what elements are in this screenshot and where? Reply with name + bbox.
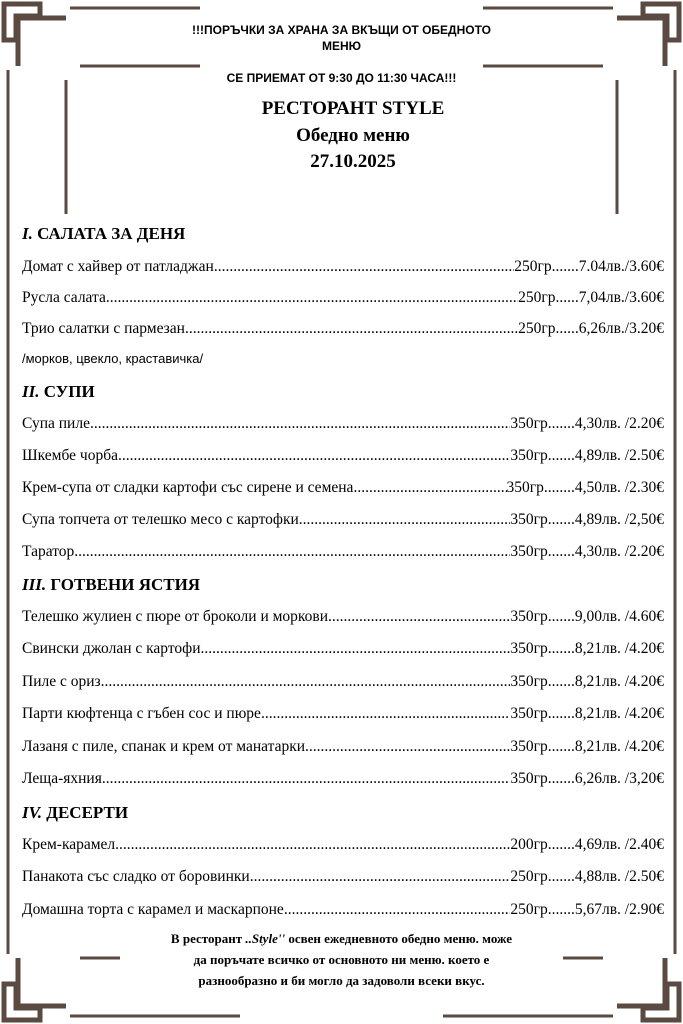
order-notice-line2: МЕНЮ <box>321 39 362 53</box>
item-weight: 350гр <box>510 705 548 722</box>
item-name: Супа пиле <box>22 415 90 432</box>
item-price: 4,30лв. /2.20€ <box>574 543 664 560</box>
menu-date: 27.10.2025 <box>310 151 396 172</box>
section-number: III. <box>22 575 47 594</box>
footer-line1 <box>0 928 683 949</box>
menu-item: Крем-карамел ..... 200гр ....... 4,69лв. /2.40€ <box>22 836 664 858</box>
item-price: 4,30лв. /2.20€ <box>574 415 664 432</box>
item-name: Свински джолан с картофи <box>22 640 201 657</box>
item-name: Панакота със сладко от боровинки <box>22 868 250 885</box>
item-weight: 250гр <box>518 320 556 337</box>
item-weight: 350гр <box>510 511 548 528</box>
item-weight: 250гр <box>518 289 556 306</box>
item-name: Таратор <box>22 543 75 560</box>
order-hours-notice: СЕ ПРИЕМАТ ОТ 9:30 ДО 11:30 ЧАСА!!! <box>226 71 457 85</box>
order-notice <box>0 22 683 54</box>
item-weight: 250гр <box>514 258 552 275</box>
order-notice-line1: !!!ПОРЪЧКИ ЗА ХРАНА ЗА ВКЪЩИ ОТ ОБЕДНОТО <box>192 23 491 37</box>
item-price: 4,69лв. /2.40€ <box>574 836 664 853</box>
menu-item: Русла салата ..... 250гр ...... 7,04лв./3.60€ <box>22 289 664 311</box>
item-weight: 350гр <box>510 447 548 464</box>
menu-item: Супа топчета от телешко месо с картофки ..... 350гр ....... 4,89лв. /2,50€ <box>22 511 664 533</box>
footer-line2: да поръчате всичко от основното ни меню. което е <box>193 952 490 967</box>
section-title: ГОТВЕНИ ЯСТИЯ <box>50 575 201 594</box>
menu-title: Обедно меню <box>296 125 410 146</box>
restaurant-name: РЕСТОРАНТ STYLE <box>261 98 445 119</box>
item-name: Лазаня с пиле, спанак и крем от манатарки <box>22 738 306 755</box>
menu-item: Крем-супа от сладки картофи със сирене и семена ..... 350гр ........ 4,50лв. /2.30€ <box>22 479 664 501</box>
item-weight: 350гр <box>510 770 548 787</box>
item-weight: 350гр <box>510 415 548 432</box>
menu-item: Телешко жулиен с пюре от броколи и моркови ..... 350гр ....... 9,00лв. /4.60€ <box>22 608 664 630</box>
item-name: Супа топчета от телешко месо с картофки <box>22 511 299 528</box>
item-name: Крем-карамел <box>22 836 116 853</box>
section-title: ДЕСЕРТИ <box>46 803 129 822</box>
menu-item: Трио салатки с пармезан ..... 250гр ...... 6,26лв./3.20€ <box>22 320 664 342</box>
footer-line3: разнообразно и би могло да задоволи всеки вкус. <box>198 973 485 988</box>
item-price: 7,04лв./3.60€ <box>578 289 664 306</box>
item-weight: 200гр <box>510 836 548 853</box>
item-price: 4,89лв. /2.50€ <box>574 447 664 464</box>
menu-item: Супа пиле ..... 350гр ....... 4,30лв. /2.20€ <box>22 415 664 437</box>
section-heading-main-dishes <box>22 575 200 595</box>
footer-line1-suffix: освен ежедневното обедно меню. може <box>288 931 513 946</box>
section-title: СУПИ <box>43 382 95 401</box>
section-number: II. <box>22 382 40 401</box>
item-name: Домашна торта с карамел и маскарпоне <box>22 901 284 918</box>
section-heading-salads <box>22 224 185 244</box>
item-weight: 350гр <box>510 543 548 560</box>
section-number: I. <box>22 224 33 243</box>
item-price: 4,50лв. /2.30€ <box>574 479 664 496</box>
item-name: Телешко жулиен с пюре от броколи и моркови <box>22 608 329 625</box>
item-price: 8,21лв. /4.20€ <box>574 738 664 755</box>
item-price: 6,26лв. /3,20€ <box>574 770 664 787</box>
menu-item: Панакота със сладко от боровинки ..... 250гр ....... 4,88лв. /2.50€ <box>22 868 664 890</box>
item-name: Парти кюфтенца с гъбен сос и пюре <box>22 705 261 722</box>
item-weight: 350гр <box>506 479 544 496</box>
item-name: Русла салата <box>22 289 106 306</box>
footer-line1-prefix: В ресторант <box>170 931 243 946</box>
item-price: 4,88лв. /2.50€ <box>574 868 664 885</box>
item-price: 8,21лв. /4.20€ <box>574 640 664 657</box>
item-weight: 350гр <box>510 673 548 690</box>
item-price: 4,89лв. /2,50€ <box>574 511 664 528</box>
item-name: Шкембе чорба <box>22 447 118 464</box>
menu-item: Домашна торта с карамел и маскарпоне ..... 250гр ....... 5,67лв. /2.90€ <box>22 901 664 923</box>
section-number: IV. <box>22 803 43 822</box>
item-name: Леща-яхния <box>22 770 102 787</box>
item-name: Домат с хайвер от патладжан <box>22 258 214 275</box>
menu-item: Шкембе чорба ..... 350гр ....... 4,89лв. /2.50€ <box>22 447 664 469</box>
item-price: 7.04лв./3.60€ <box>578 258 664 275</box>
menu-item: Парти кюфтенца с гъбен сос и пюре ..... 350гр ....... 8,21лв. /4.20€ <box>22 705 664 727</box>
section-title: САЛАТА ЗА ДЕНЯ <box>37 224 186 243</box>
item-weight: 350гр <box>510 738 548 755</box>
footer-brand: ..Style'' <box>245 931 286 946</box>
item-price: 5,67лв. /2.90€ <box>574 901 664 918</box>
menu-item: Лазаня с пиле, спанак и крем от манатарки ..... 350гр ....... 8,21лв. /4.20€ <box>22 738 664 760</box>
footer-note <box>0 928 683 991</box>
item-name: Пиле с ориз <box>22 673 101 690</box>
menu-item: Леща-яхния ..... 350гр ....... 6,26лв. /3,20€ <box>22 770 664 792</box>
menu-item: Пиле с ориз ..... 350гр ....... 8,21лв. /4.20€ <box>22 673 664 695</box>
menu-item: Домат с хайвер от патладжан ..... 250гр ....... 7.04лв./3.60€ <box>22 258 664 280</box>
item-weight: 350гр <box>510 608 548 625</box>
item-name: Крем-супа от сладки картофи със сирене и семена <box>22 479 354 496</box>
item-price: 9,00лв. /4.60€ <box>574 608 664 625</box>
item-price: 6,26лв./3.20€ <box>578 320 664 337</box>
menu-item: Свински джолан с картофи ..... 350гр ....... 8,21лв. /4.20€ <box>22 640 664 662</box>
item-price: 8,21лв. /4.20€ <box>574 705 664 722</box>
item-price: 8,21лв. /4.20€ <box>574 673 664 690</box>
section-heading-soups <box>22 382 95 402</box>
item-weight: 250гр <box>510 901 548 918</box>
item-weight: 350гр <box>510 640 548 657</box>
section-heading-desserts <box>22 803 128 823</box>
item-weight: 250гр <box>510 868 548 885</box>
menu-item: Таратор ..... 350гр ....... 4,30лв. /2.20€ <box>22 543 664 565</box>
salad-note: /морков, цвекло, краставичка/ <box>22 351 204 366</box>
item-name: Трио салатки с пармезан <box>22 320 185 337</box>
